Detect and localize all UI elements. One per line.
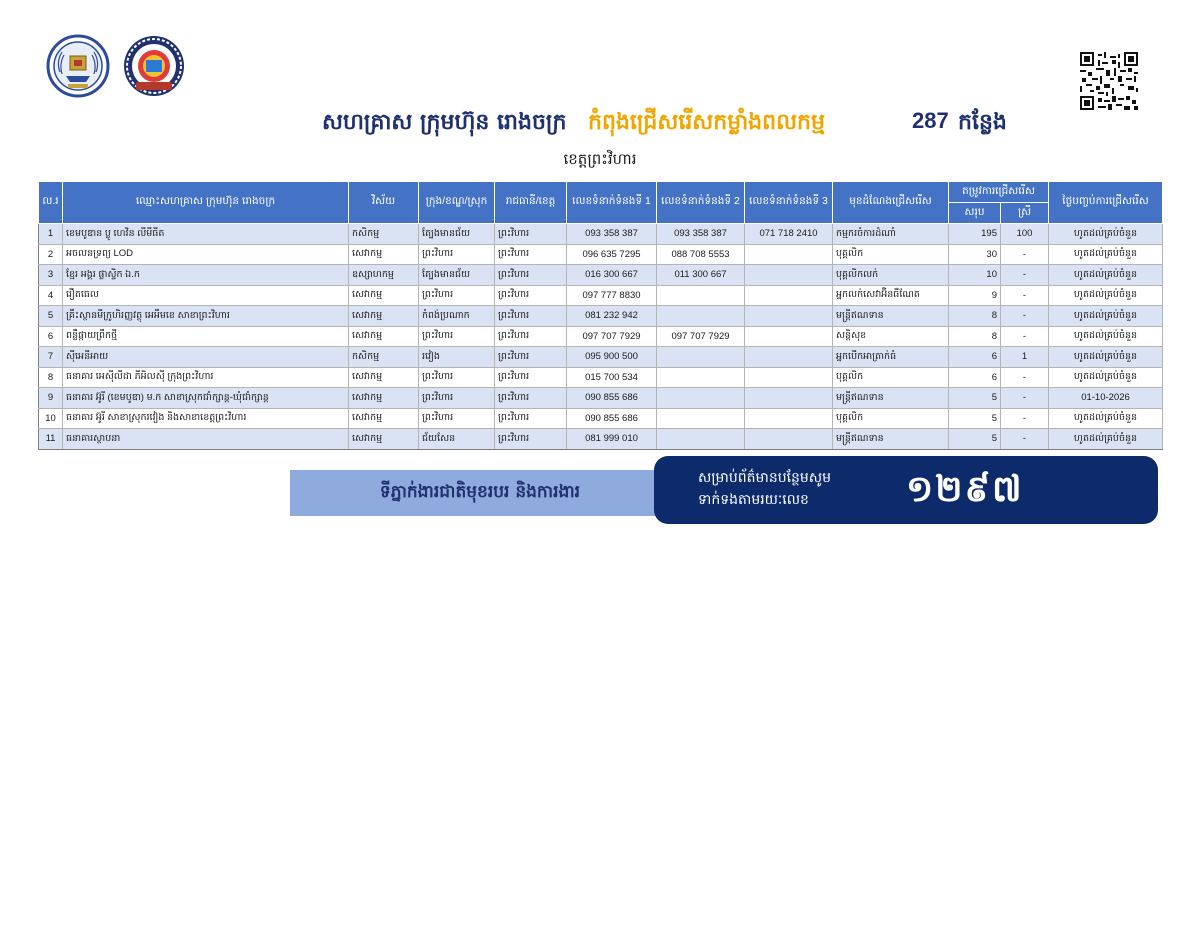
cell-sector: សេវាកម្ម	[349, 326, 419, 347]
table-row	[39, 244, 1163, 265]
cell-phone1: 090 855 686	[567, 388, 657, 409]
cell-no: 1	[39, 224, 63, 245]
cell-sector: សេវាកម្ម	[349, 244, 419, 265]
cell-phone2	[657, 285, 745, 306]
cell-female: -	[1001, 388, 1049, 409]
cell-sector: សេវាកម្ម	[349, 285, 419, 306]
cell-province: ព្រះវិហារ	[495, 306, 567, 327]
cell-name: ខេមបូឌាន ប្លូ ហេវិន លីមីធីត	[63, 224, 349, 245]
col-need-group-header: តម្រូវការជ្រើសរើស	[949, 182, 1049, 203]
cell-sector: សេវាកម្ម	[349, 367, 419, 388]
cell-no: 8	[39, 367, 63, 388]
cell-position: បុគ្គលិក	[833, 367, 949, 388]
page-title	[0, 106, 1200, 142]
cell-province: ព្រះវិហារ	[495, 224, 567, 245]
cell-position: បុគ្គលិកលក់	[833, 265, 949, 286]
cell-position: មន្ត្រីឥណទាន	[833, 429, 949, 450]
cell-phone1: 081 232 942	[567, 306, 657, 327]
cell-district: រវៀង	[419, 347, 495, 368]
cell-position: បុគ្គលិក	[833, 408, 949, 429]
cell-total: 6	[949, 347, 1001, 368]
province-subtitle: ខេត្តព្រះវិហារ	[563, 150, 637, 168]
cell-phone3: 071 718 2410	[745, 224, 833, 245]
table-row	[39, 388, 1163, 409]
qr-code-icon	[1080, 52, 1138, 110]
cell-province: ព្រះវិហារ	[495, 244, 567, 265]
cell-deadline: ហូតដល់គ្រប់ចំនួន	[1049, 429, 1163, 450]
cell-phone3	[745, 326, 833, 347]
contact-line-2: ទាក់ទងតាមរយៈលេខ	[698, 492, 809, 508]
col-phone1-header: លេខទំនាក់ទំនងទី 1	[567, 182, 657, 224]
cell-district: ព្រះវិហារ	[419, 244, 495, 265]
col-deadline-header: ថ្ងៃបញ្ចប់ការជ្រើសរើស	[1049, 182, 1163, 224]
cell-female: 100	[1001, 224, 1049, 245]
cell-position: បុគ្គលិក	[833, 244, 949, 265]
col-province-header: រាជធានី/ខេត្ត	[495, 182, 567, 224]
cell-female: -	[1001, 429, 1049, 450]
nea-gear-logo	[122, 34, 186, 98]
cell-position: មន្ត្រីឥណទាន	[833, 306, 949, 327]
cell-name: ធនាគារ អ៊ូរី (ខេមបូឌា) ម.ក សាខាស្រុកជាំក្សាន្ត-ឃុំជាំក្សាន្ត	[63, 388, 349, 409]
cell-phone1: 097 707 7929	[567, 326, 657, 347]
cell-no: 7	[39, 347, 63, 368]
cell-female: -	[1001, 306, 1049, 327]
cell-province: ព្រះវិហារ	[495, 326, 567, 347]
cell-name: ពន្លឺផ្កាយព្រឹកថ្មី	[63, 326, 349, 347]
cell-province: ព្រះវិហារ	[495, 429, 567, 450]
cell-female: -	[1001, 244, 1049, 265]
cell-female: -	[1001, 326, 1049, 347]
cell-total: 10	[949, 265, 1001, 286]
table-row	[39, 224, 1163, 245]
cell-female: -	[1001, 285, 1049, 306]
table-row	[39, 367, 1163, 388]
col-district-header: ក្រុង/ខណ្ឌ/ស្រុក	[419, 182, 495, 224]
cell-phone2: 097 707 7929	[657, 326, 745, 347]
cell-position: សន្តិសុខ	[833, 326, 949, 347]
cell-deadline: ហូតដល់គ្រប់ចំនួន	[1049, 367, 1163, 388]
agency-banner	[290, 470, 670, 516]
cell-total: 9	[949, 285, 1001, 306]
table-row	[39, 429, 1163, 450]
hotline-number: ១២៩៧	[906, 469, 1024, 510]
cell-sector: កសិកម្ម	[349, 347, 419, 368]
cell-phone2	[657, 367, 745, 388]
cell-name: ស៊ីអេនីអាយ	[63, 347, 349, 368]
cell-sector: ឧស្សាហកម្ម	[349, 265, 419, 286]
cell-sector: កសិកម្ម	[349, 224, 419, 245]
cell-phone3	[745, 244, 833, 265]
table-row	[39, 347, 1163, 368]
cell-no: 9	[39, 388, 63, 409]
col-female-header: ស្រី	[1001, 203, 1049, 224]
cell-total: 195	[949, 224, 1001, 245]
cell-female: -	[1001, 265, 1049, 286]
cell-total: 6	[949, 367, 1001, 388]
cell-phone3	[745, 306, 833, 327]
cell-name: ធនាគារស្ថាបនា	[63, 429, 349, 450]
cell-no: 2	[39, 244, 63, 265]
cell-phone2	[657, 388, 745, 409]
cell-total: 8	[949, 306, 1001, 327]
table-row	[39, 285, 1163, 306]
cell-female: -	[1001, 367, 1049, 388]
title-accent: កំពុងជ្រើសរើសកម្លាំងពលកម្ម	[588, 109, 825, 135]
cell-province: ព្រះវិហារ	[495, 408, 567, 429]
cell-phone1: 097 777 8830	[567, 285, 657, 306]
col-name-header: ឈ្មោះសហគ្រាស ក្រុមហ៊ុន រោងចក្រ	[63, 182, 349, 224]
cell-name: ធនាគារ អេស៊ីលីដា ភីអិលស៊ី ក្រុងព្រះវិហារ	[63, 367, 349, 388]
cell-phone2: 093 358 387	[657, 224, 745, 245]
cell-female: 1	[1001, 347, 1049, 368]
cell-phone2	[657, 408, 745, 429]
ministry-seal-logo	[46, 34, 110, 98]
cell-phone3	[745, 265, 833, 286]
cell-no: 10	[39, 408, 63, 429]
cell-deadline: ហូតដល់គ្រប់ចំនួន	[1049, 224, 1163, 245]
cell-total: 5	[949, 388, 1001, 409]
cell-phone3	[745, 285, 833, 306]
cell-phone3	[745, 408, 833, 429]
cell-phone3	[745, 388, 833, 409]
table-row	[39, 326, 1163, 347]
cell-province: ព្រះវិហារ	[495, 285, 567, 306]
title-count: 287	[912, 108, 949, 133]
col-phone3-header: លេខទំនាក់ទំនងទី 3	[745, 182, 833, 224]
cell-district: ព្រះវិហារ	[419, 367, 495, 388]
cell-sector: សេវាកម្ម	[349, 388, 419, 409]
cell-position: មន្ត្រីឥណទាន	[833, 388, 949, 409]
cell-deadline: ហូតដល់គ្រប់ចំនួន	[1049, 326, 1163, 347]
title-main: សហគ្រាស ក្រុមហ៊ុន រោងចក្រ	[322, 109, 567, 135]
cell-deadline: ហូតដល់គ្រប់ចំនួន	[1049, 285, 1163, 306]
cell-phone1: 016 300 667	[567, 265, 657, 286]
cell-district: ព្រះវិហារ	[419, 326, 495, 347]
cell-deadline: ហូតដល់គ្រប់ចំនួន	[1049, 265, 1163, 286]
cell-phone1: 093 358 387	[567, 224, 657, 245]
cell-deadline: ហូតដល់គ្រប់ចំនួន	[1049, 408, 1163, 429]
cell-province: ព្រះវិហារ	[495, 265, 567, 286]
cell-phone1: 096 635 7295	[567, 244, 657, 265]
cell-sector: សេវាកម្ម	[349, 306, 419, 327]
table-row	[39, 306, 1163, 327]
header-logos	[46, 34, 186, 98]
cell-no: 4	[39, 285, 63, 306]
cell-no: 11	[39, 429, 63, 450]
cell-deadline: 01-10-2026	[1049, 388, 1163, 409]
cell-district: កំពង់ប្រណាក	[419, 306, 495, 327]
cell-phone2	[657, 306, 745, 327]
col-no-header: ល.រ	[39, 182, 63, 224]
cell-total: 5	[949, 429, 1001, 450]
cell-district: ត្បែងមានជ័យ	[419, 224, 495, 245]
cell-female: -	[1001, 408, 1049, 429]
cell-position: អ្នកលក់សេវាអ៊ិនធឺណែត	[833, 285, 949, 306]
cell-phone2: 088 708 5553	[657, 244, 745, 265]
col-total-header: សរុប	[949, 203, 1001, 224]
cell-deadline: ហូតដល់គ្រប់ចំនួន	[1049, 306, 1163, 327]
cell-name: ខ្មែរ អង្គរ ផ្លាស្ទិក ឯ.ក	[63, 265, 349, 286]
cell-position: អ្នកបើកអាត្រាក់ធំ	[833, 347, 949, 368]
cell-name: ធនាគារ អ៊ូរី សាខាស្រុករវៀង និងសាខាខេត្តព្រះវិហារ	[63, 408, 349, 429]
jobs-table	[38, 181, 1163, 450]
cell-sector: សេវាកម្ម	[349, 429, 419, 450]
cell-sector: សេវាកម្ម	[349, 408, 419, 429]
cell-no: 6	[39, 326, 63, 347]
cell-phone1: 015 700 534	[567, 367, 657, 388]
col-phone2-header: លេខទំនាក់ទំនងទី 2	[657, 182, 745, 224]
cell-district: ជ័យសែន	[419, 429, 495, 450]
hotline-banner	[654, 456, 1158, 524]
cell-deadline: ហូតដល់គ្រប់ចំនួន	[1049, 244, 1163, 265]
cell-no: 3	[39, 265, 63, 286]
cell-district: ព្រះវិហារ	[419, 285, 495, 306]
cell-total: 5	[949, 408, 1001, 429]
cell-district: ត្បែងមានជ័យ	[419, 265, 495, 286]
cell-province: ព្រះវិហារ	[495, 388, 567, 409]
cell-phone2	[657, 429, 745, 450]
cell-deadline: ហូតដល់គ្រប់ចំនួន	[1049, 347, 1163, 368]
cell-total: 8	[949, 326, 1001, 347]
cell-phone1: 095 900 500	[567, 347, 657, 368]
cell-phone2: 011 300 667	[657, 265, 745, 286]
cell-position: កម្មករចំការដំណាំ	[833, 224, 949, 245]
cell-name: រឿតធេល	[63, 285, 349, 306]
cell-phone3	[745, 367, 833, 388]
table-row	[39, 265, 1163, 286]
cell-district: ព្រះវិហារ	[419, 408, 495, 429]
table-row	[39, 408, 1163, 429]
cell-province: ព្រះវិហារ	[495, 347, 567, 368]
cell-total: 30	[949, 244, 1001, 265]
cell-name: អចលនទ្រព្យ LOD	[63, 244, 349, 265]
cell-phone3	[745, 429, 833, 450]
cell-district: ព្រះវិហារ	[419, 388, 495, 409]
contact-line-1: សម្រាប់ព័ត៌មានបន្ថែមសូម	[698, 470, 832, 486]
jobs-table-body	[39, 224, 1163, 450]
col-sector-header: វិស័យ	[349, 182, 419, 224]
title-unit: កន្លែង	[958, 109, 1007, 135]
cell-no: 5	[39, 306, 63, 327]
cell-phone3	[745, 347, 833, 368]
cell-phone1: 090 855 686	[567, 408, 657, 429]
agency-name: ទីភ្នាក់ងារជាតិមុខរបរ និងការងារ	[379, 481, 581, 502]
cell-province: ព្រះវិហារ	[495, 367, 567, 388]
cell-name: គ្រឹះស្ថានមីក្រូហិរញ្ញវត្ថុ អេអឹមខេ សាខាព្រះវិហារ	[63, 306, 349, 327]
col-position-header: មុខដំណែងជ្រើសរើស	[833, 182, 949, 224]
cell-phone2	[657, 347, 745, 368]
cell-phone1: 081 999 010	[567, 429, 657, 450]
